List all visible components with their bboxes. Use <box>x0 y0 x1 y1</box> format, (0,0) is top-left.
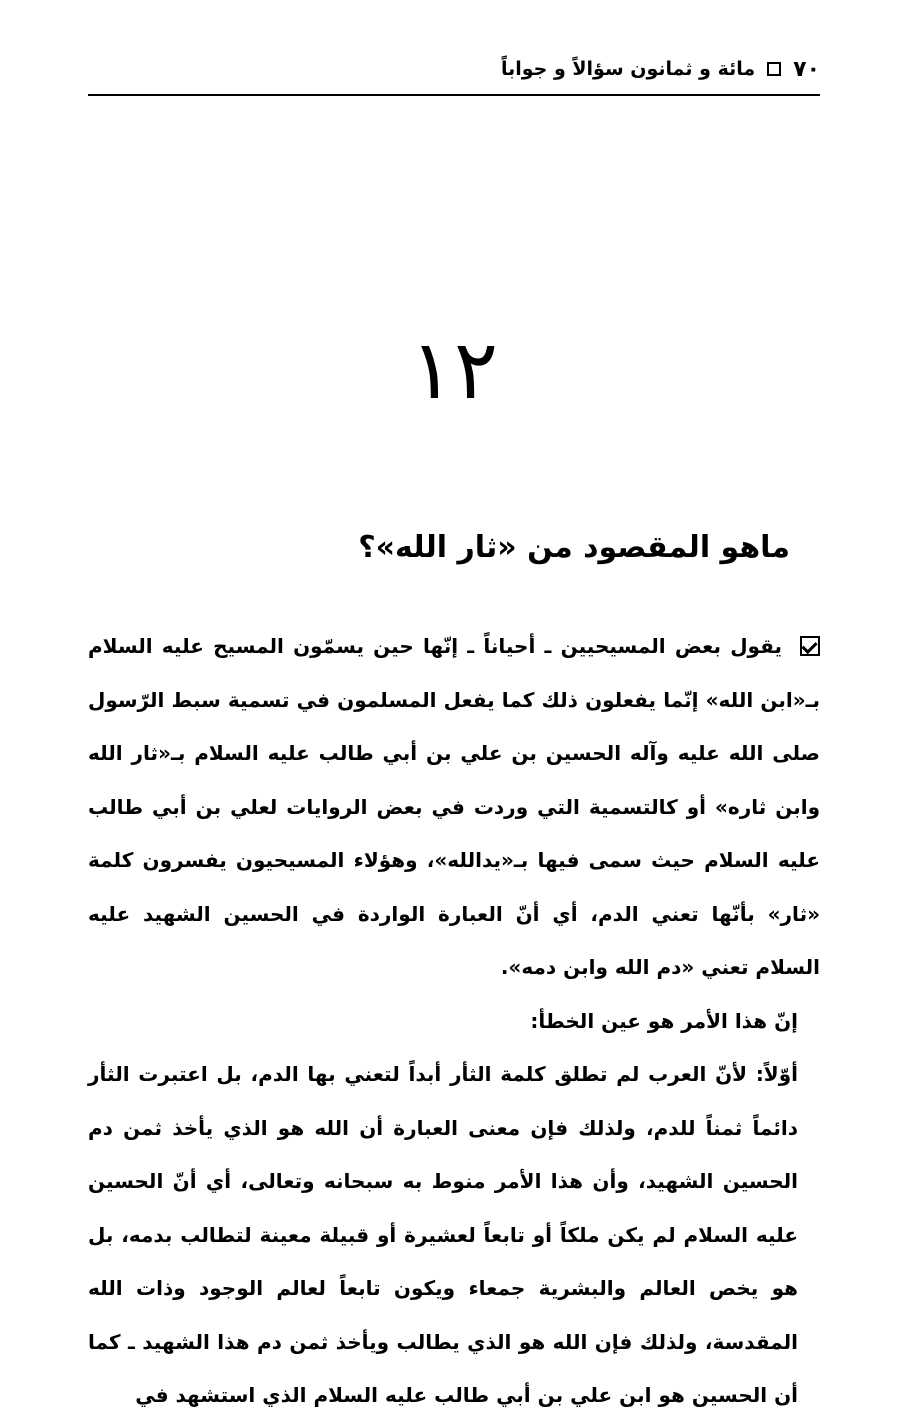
paragraph-1-text: يقول بعض المسيحيين ـ أحياناً ـ إنّها حين يسمّون المسيح عليه السلام بـ«ابن الله» إنّما يفعلون ذلك كما يفعل المسلمون في تسمية سبط الرّسول صلى الله عليه وآله الحسين بن علي بن أبي طالب عليه السلام بـ«ثار الله وابن ثاره» أو كالتسمية التي وردت في بعض الروايات لعلي بن أبي طالب عليه السلام حيث سمى فيها بـ«يدالله»، وهؤلاء المسيحيون يفسرون كلمة «ثار» بأنّها تعني الدم، أي أنّ العبارة الواردة في الحسين الشهيد عليه السلام تعني «دم الله وابن دمه». <box>88 634 820 979</box>
book-title: مائة و ثمانون سؤالاً و جواباً <box>500 58 756 80</box>
paragraph-3-text: لأنّ العرب لم تطلق كلمة الثأر أبداً لتعني بها الدم، بل اعتبرت الثأر دائماً ثمناً للدم، ولذلك فإن معنى العبارة أن الله هو الذي يأخذ ثمن دم الحسين الشهيد، وأن هذا الأمر منوط به سبحانه وتعالى، أي أنّ الحسين عليه السلام لم يكن ملكاً أو تابعاً لعشيرة أو قبيلة معينة لتطالب بدمه، بل هو يخص العالم والبشرية جمعاء ويكون تابعاً لعالم الوجود وذات الله المقدسة، ولذلك فإن الله هو الذي يطالب ويأخذ ثمن دم هذا الشهيد ـ كما أن الحسين هو ابن علي بن أبي طالب عليه السلام الذي استشهد في <box>88 1062 798 1407</box>
paragraph-1 <box>88 620 820 995</box>
page-number: ٧٠ <box>793 56 820 82</box>
paragraph-3-lead: أوّلاً: <box>755 1062 798 1086</box>
checkbox-icon <box>800 636 820 656</box>
square-ornament-icon <box>767 62 781 76</box>
running-header <box>88 52 820 86</box>
question-title: ماهو المقصود من «ثار الله»؟ <box>358 530 790 565</box>
chapter-number: ١٢ <box>409 323 499 418</box>
body-text <box>88 620 820 1423</box>
paragraph-3 <box>88 1048 820 1423</box>
paragraph-2: إنّ هذا الأمر هو عين الخطأ: <box>530 1008 798 1033</box>
header-rule <box>88 94 820 96</box>
